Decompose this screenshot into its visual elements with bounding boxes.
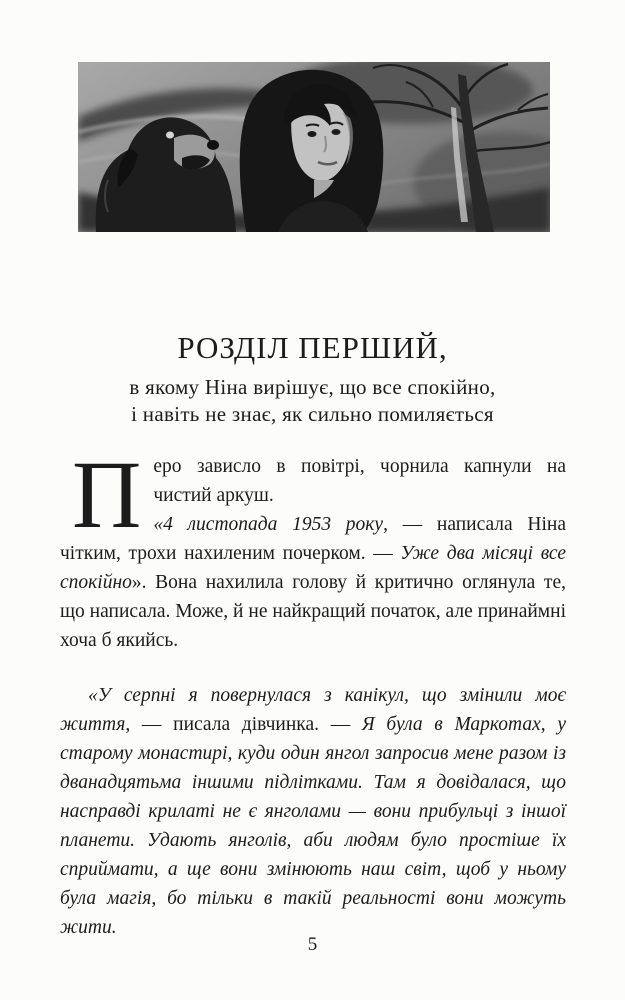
girl-figure (240, 70, 384, 232)
text-run: ». Вона нахилила голову й критично оглянула те, що написала. Може, й не найкращий початок, але принаймні хоча б якийсь. (60, 572, 566, 651)
page-number: 5 (307, 934, 318, 955)
chapter-subtitle-line1: в якому Ніна вирішує, що все спокійно, (129, 375, 496, 399)
chapter-illustration (78, 62, 550, 232)
chapter-body (60, 441, 567, 942)
text-run-italic: Уже два місяці все спокійно (60, 543, 566, 593)
drop-cap: П (72, 441, 142, 548)
chapter-heading (0, 330, 625, 428)
text-run: , — писала дівчинка. — (125, 714, 362, 735)
paragraph-3 (60, 681, 566, 942)
text-run: , — написала Ніна чітким, трохи нахиленим почерком. — (60, 514, 566, 564)
chapter-title: РОЗДІЛ ПЕРШИЙ, (177, 330, 448, 365)
girl-dog-tree-sketch-image (78, 62, 550, 232)
chapter-subtitle-line2: і навіть не знає, як сильно помиляється (131, 402, 494, 426)
text-run-italic: «У серпні я повернулася з канікул, що змінили моє життя (60, 685, 566, 735)
text-run: еро зависло в повітрі, чорнила капнули на чистий аркуш. (153, 456, 566, 506)
text-run-italic: «4 листопада 1953 року (153, 514, 384, 535)
text-run-italic: Я була в Маркотах, у старому монастирі, куди один янгол запросив мене разом із дванадцятьма іншими підлітками. Там я довідалася, що насправді крилаті не є янголами — вони прибульці з іншої планети. Удають янголів, аби людям було простіше їх сприймати, а ще вони змінюють наш світ, щоб у ньому була магія, бо тільки в такій реальності вони можуть жити. (60, 714, 567, 938)
